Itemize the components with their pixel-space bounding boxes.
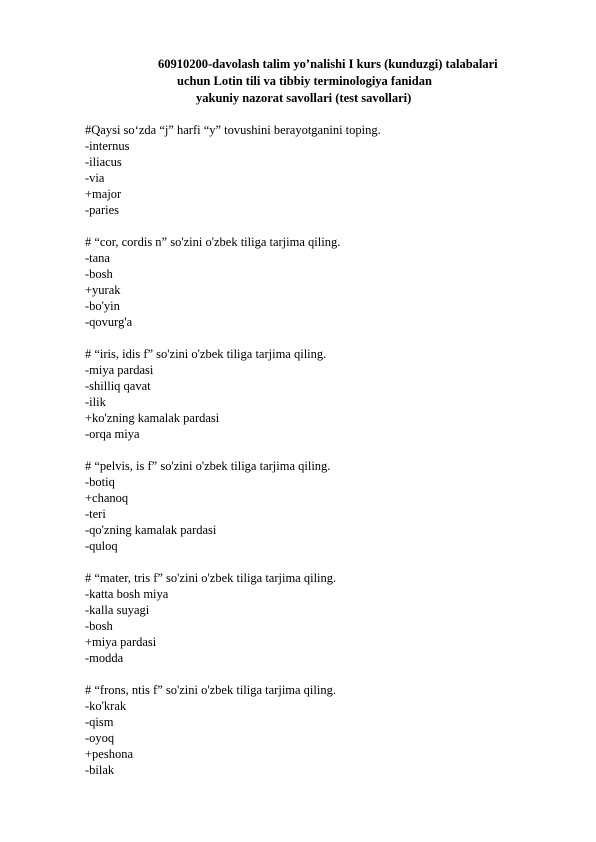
question-item	[85, 570, 565, 666]
answer-option: -ko'krak	[85, 699, 127, 713]
answer-option: +peshona	[85, 747, 134, 761]
question-item	[85, 682, 565, 778]
question-item	[85, 458, 565, 554]
question-text: # “frons, ntis f” so'zini o'zbek tiliga tarjima qiling.	[85, 683, 336, 697]
question-text: # “pelvis, is f” so'zini o'zbek tiliga tarjima qiling.	[85, 459, 331, 473]
answer-option: -internus	[85, 139, 130, 153]
answer-option: -paries	[85, 203, 120, 217]
answer-option: +chanoq	[85, 491, 129, 505]
answer-option: -bosh	[85, 267, 113, 281]
answer-option: -shilliq qavat	[85, 379, 151, 393]
answer-option: -quloq	[85, 539, 118, 553]
question-item	[85, 234, 565, 330]
answer-option: +ko'zning kamalak pardasi	[85, 411, 220, 425]
answer-option: -iliacus	[85, 155, 122, 169]
answer-option: +major	[85, 187, 122, 201]
answer-option: -modda	[85, 651, 124, 665]
answer-option: +miya pardasi	[85, 635, 157, 649]
question-text: # “mater, tris f” so'zini o'zbek tiliga tarjima qiling.	[85, 571, 337, 585]
answer-option: -orqa miya	[85, 427, 140, 441]
answer-option: -kalla suyagi	[85, 603, 150, 617]
answer-option: -qism	[85, 715, 114, 729]
document-title	[0, 56, 596, 107]
answer-option: -qovurg'a	[85, 315, 133, 329]
answer-option: -qo'zning kamalak pardasi	[85, 523, 217, 537]
title-line-2: uchun Lotin tili va tibbiy terminologiya fanidan	[177, 74, 432, 88]
answer-option: +yurak	[85, 283, 121, 297]
answer-option: -via	[85, 171, 105, 185]
answer-option: -bilak	[85, 763, 115, 777]
answer-option: -bo'yin	[85, 299, 120, 313]
answer-option: -miya pardasi	[85, 363, 154, 377]
title-line-1: 60910200-davolash talim yo’nalishi I kurs (kunduzgi) talabalari	[158, 57, 498, 71]
answer-option: -ilik	[85, 395, 106, 409]
title-line-3: yakuniy nazorat savollari (test savollari)	[196, 91, 412, 105]
question-text: # “cor, cordis n” so'zini o'zbek tiliga tarjima qiling.	[85, 235, 341, 249]
answer-option: -bosh	[85, 619, 113, 633]
answer-option: -botiq	[85, 475, 115, 489]
answer-option: -teri	[85, 507, 106, 521]
answer-option: -oyoq	[85, 731, 115, 745]
question-item	[85, 346, 565, 442]
question-text: # “iris, idis f” so'zini o'zbek tiliga tarjima qiling.	[85, 347, 327, 361]
question-text: #Qaysi so‘zda “j” harfi “y” tovushini berayotganini toping.	[85, 123, 381, 137]
question-list	[85, 122, 565, 794]
answer-option: -katta bosh miya	[85, 587, 169, 601]
answer-option: -tana	[85, 251, 110, 265]
question-item	[85, 122, 565, 218]
